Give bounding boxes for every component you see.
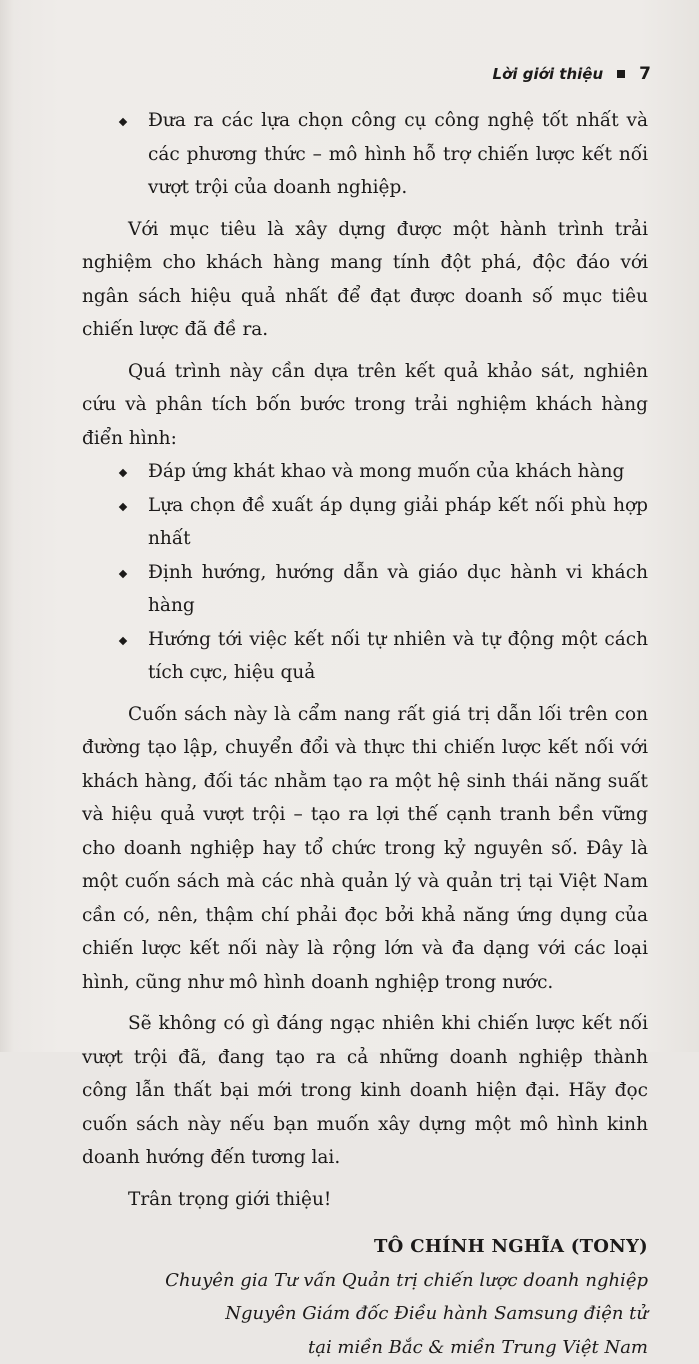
list-item-text: Đáp ứng khát khao và mong muốn của khách hàng: [148, 461, 624, 482]
bullet-list-steps: [82, 455, 648, 690]
list-item: [82, 489, 648, 556]
diamond-bullet-icon: [119, 469, 127, 477]
diamond-bullet-icon: [119, 118, 127, 126]
page-number: 7: [639, 64, 651, 84]
list-item-text: Hướng tới việc kết nối tự nhiên và tự động một cách tích cực, hiệu quả: [148, 629, 648, 684]
author-title: tại miền Bắc & miền Trung Việt Nam: [82, 1331, 648, 1364]
section-title: Lời giới thiệu: [493, 65, 604, 83]
paragraph-process: Quá trình này cần dựa trên kết quả khảo sát, nghiên cứu và phân tích bốn bước trong trải nghiệm khách hàng điển hình:: [82, 355, 648, 456]
closing-line: Trân trọng giới thiệu!: [82, 1183, 648, 1217]
paragraph-book-value: Cuốn sách này là cẩm nang rất giá trị dẫn lối trên con đường tạo lập, chuyển đổi và thực thi chiến lược kết nối với khách hàng, đối tác nhằm tạo ra một hệ sinh thái năng suất và hiệu quả vượt trội – tạo ra lợi thế cạnh tranh bền vững cho doanh nghiệp hay tổ chức trong kỷ nguyên số. Đây là một cuốn sách mà các nhà quản lý và quản trị tại Việt Nam cần có, nên, thậm chí phải đọc bởi khả năng ứng dụng của chiến lược kết nối này là rộng lớn và đa dạng với các loại hình, cũng như mô hình doanh nghiệp trong nước.: [82, 698, 648, 1000]
running-header: [493, 64, 651, 84]
list-item-text: Đưa ra các lựa chọn công cụ công nghệ tốt nhất và các phương thức – mô hình hỗ trợ chiến lược kết nối vượt trội của doanh nghiệp.: [148, 110, 648, 198]
list-item-text: Định hướng, hướng dẫn và giáo dục hành vi khách hàng: [148, 562, 648, 617]
diamond-bullet-icon: [119, 569, 127, 577]
page-body: [82, 104, 648, 1364]
author-title: Nguyên Giám đốc Điều hành Samsung điện tử: [82, 1297, 648, 1331]
author-name: TÔ CHÍNH NGHĨA (TONY): [82, 1230, 648, 1264]
diamond-bullet-icon: [119, 636, 127, 644]
header-square-icon: [617, 70, 625, 78]
author-title: Chuyên gia Tư vấn Quản trị chiến lược doanh nghiệp: [82, 1264, 648, 1298]
list-item-text: Lựa chọn đề xuất áp dụng giải pháp kết nối phù hợp nhất: [148, 495, 648, 550]
list-item: [82, 623, 648, 690]
list-item: [82, 104, 648, 205]
diamond-bullet-icon: [119, 502, 127, 510]
paragraph-goal: Với mục tiêu là xây dựng được một hành trình trải nghiệm cho khách hàng mang tính đột phá, độc đáo với ngân sách hiệu quả nhất để đạt được doanh số mục tiêu chiến lược đã đề ra.: [82, 213, 648, 347]
bullet-list-tools: [82, 104, 648, 205]
list-item: [82, 455, 648, 489]
paragraph-recommendation: Sẽ không có gì đáng ngạc nhiên khi chiến lược kết nối vượt trội đã, đang tạo ra cả những doanh nghiệp thành công lẫn thất bại mới trong kinh doanh hiện đại. Hãy đọc cuốn sách này nếu bạn muốn xây dựng một mô hình kinh doanh hướng đến tương lai.: [82, 1007, 648, 1175]
list-item: [82, 556, 648, 623]
